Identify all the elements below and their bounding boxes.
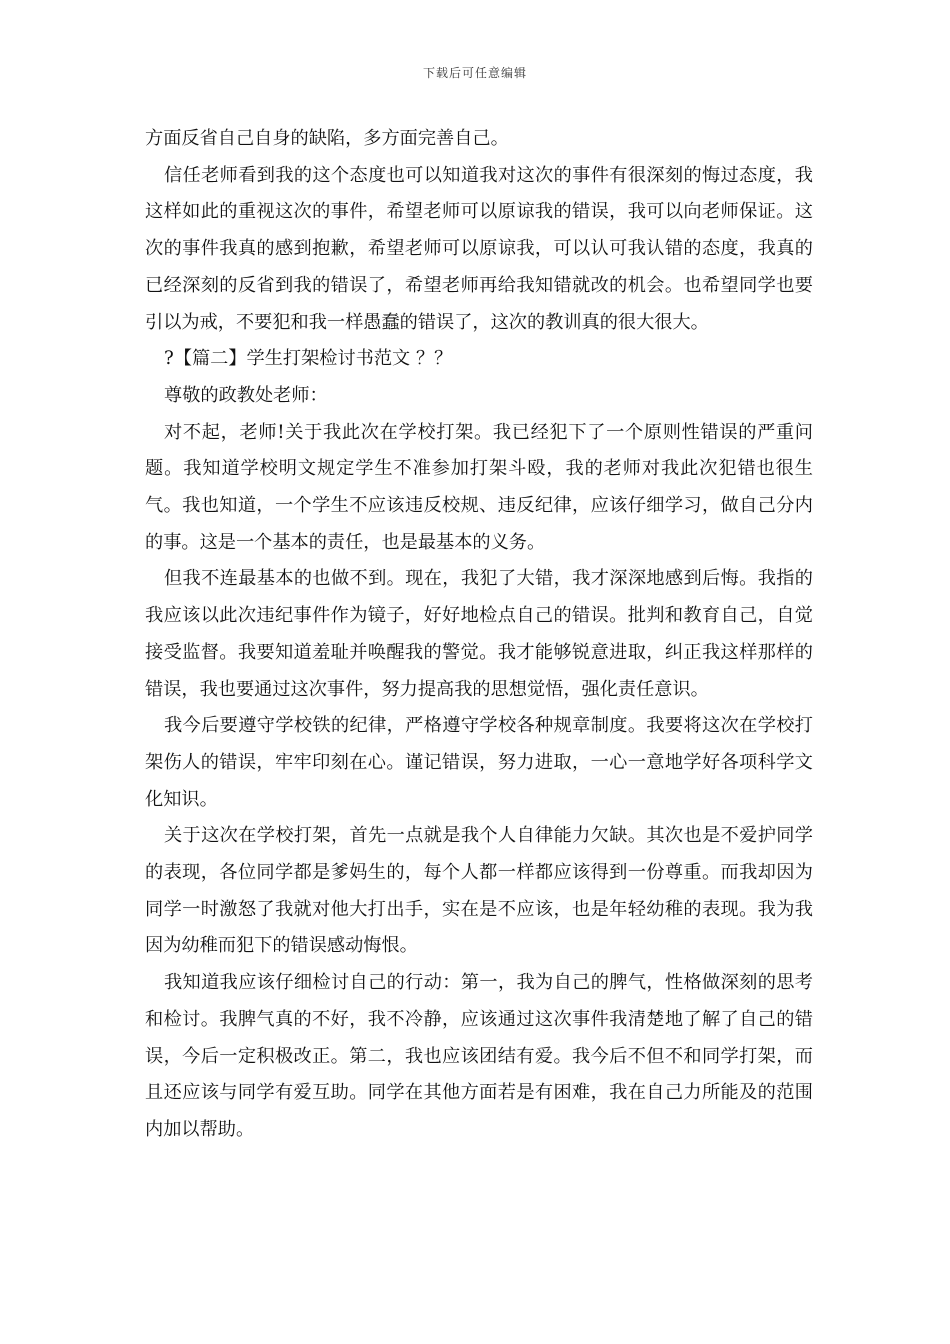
page-header: 下载后可任意编辑 — [422, 66, 527, 80]
paragraph: 对不起，老师!关于我此次在学校打架。我已经犯下了一个原则性错误的严重问题。我知道学校明文规定学生不准参加打架斗殴，我的老师对我此次犯错也很生气。我也知道，一个学生不应该违反校规、违反纪律，应该仔细学习，做自己分内的事。这是一个基本的责任，也是最基本的义务。 — [145, 421, 813, 553]
paragraph: 信任老师看到我的这个态度也可以知道我对这次的事件有很深刻的悔过态度，我这样如此的重视这次的事件，希望老师可以原谅我的错误，我可以向老师保证。这次的事件我真的感到抱歉，希望老师可以原谅我，可以认可我认错的态度，我真的已经深刻的反省到我的错误了，希望老师再给我知错就改的机会。也希望同学也要引以为戒，不要犯和我一样愚蠢的错误了，这次的教训真的很大很大。 — [145, 164, 813, 333]
paragraph: 我今后要遵守学校铁的纪律，严格遵守学校各种规章制度。我要将这次在学校打架伤人的错误，牢牢印刻在心。谨记错误，努力进取，一心一意地学好各项科学文化知识。 — [145, 715, 813, 810]
section-heading: ?【篇二】学生打架检讨书范文 ？？ — [164, 348, 453, 370]
paragraph: 方面反省自己自身的缺陷，多方面完善自己。 — [145, 128, 509, 149]
paragraph: 但我不连最基本的也做不到。现在，我犯了大错，我才深深地感到后悔。我指的我应该以此次违纪事件作为镜子，好好地检点自己的错误。批判和教育自己，自觉接受监督。我要知道羞耻并唤醒我的警觉。我才能够锐意进取，纠正我这样那样的错误，我也要通过这次事件，努力提高我的思想觉悟，强化责任意识。 — [145, 568, 813, 700]
document-body — [145, 121, 813, 1149]
salutation: 尊敬的政教处老师： — [164, 384, 328, 406]
paragraph: 关于这次在学校打架，首先一点就是我个人自律能力欠缺。其次也是不爱护同学的表现，各位同学都是爹妈生的，每个人都一样都应该得到一份尊重。而我却因为同学一时激怒了我就对他大打出手，实在是不应该，也是年轻幼稚的表现。我为我因为幼稚而犯下的错误感动悔恨。 — [145, 825, 813, 957]
paragraph: 我知道我应该仔细检讨自己的行动：第一，我为自己的脾气，性格做深刻的思考和检讨。我脾气真的不好，我不冷静，应该通过这次事件我清楚地了解了自己的错误，今后一定积极改正。第二，我也应该团结有爱。我今后不但不和同学打架，而且还应该与同学有爱互助。同学在其他方面若是有困难，我在自己力所能及的范围内加以帮助。 — [145, 972, 813, 1140]
